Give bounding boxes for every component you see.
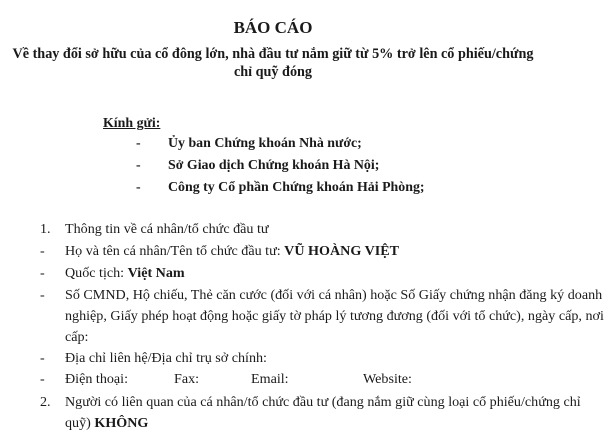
- address-line: Địa chỉ liên hệ/Địa chỉ trụ sở chính:: [65, 350, 267, 366]
- nationality-label: Quốc tịch:: [65, 265, 128, 281]
- investor-name-value: VŨ HOÀNG VIỆT: [284, 243, 400, 259]
- recipient-dash: -: [136, 180, 141, 195]
- recipient-dash: -: [136, 136, 141, 151]
- id-document-line3: cấp:: [65, 329, 89, 345]
- list-dash: -: [40, 287, 45, 303]
- investor-name-line: [65, 243, 399, 260]
- report-subtitle-line2: chỉ quỹ đóng: [233, 64, 313, 80]
- recipient-item: Sở Giao dịch Chứng khoán Hà Nội;: [168, 158, 380, 173]
- nationality-line: [65, 265, 185, 282]
- list-dash: -: [40, 371, 45, 387]
- recipient-item: Ủy ban Chứng khoán Nhà nước;: [168, 136, 362, 151]
- id-document-line1: Số CMND, Hộ chiếu, Thẻ căn cước (đối với cá nhân) hoặc Số Giấy chứng nhận đăng ký doanh: [65, 287, 603, 303]
- recipient-item: Công ty Cổ phần Chứng khoán Hải Phòng;: [168, 180, 425, 195]
- recipient-dash: -: [136, 158, 141, 173]
- related-persons-value: KHÔNG: [94, 415, 149, 431]
- section-1-number: 1.: [40, 221, 51, 237]
- list-dash: -: [40, 265, 45, 281]
- fax-label: Fax:: [174, 371, 200, 387]
- id-document-line2: nghiệp, Giấy phép hoạt động hoặc giấy tờ pháp lý tương đương (đối với tổ chức), ngày cấp, nơi: [65, 308, 604, 324]
- list-dash: -: [40, 243, 45, 259]
- section-1-heading: Thông tin về cá nhân/tổ chức đầu tư: [65, 221, 269, 237]
- report-subtitle-line1: Về thay đổi sở hữu của cổ đông lớn, nhà đầu tư nắm giữ từ 5% trở lên cổ phiếu/chứng: [12, 46, 534, 62]
- list-dash: -: [40, 350, 45, 366]
- phone-label: Điện thoại:: [65, 371, 129, 387]
- nationality-value: Việt Nam: [127, 265, 185, 281]
- website-label: Website:: [363, 371, 412, 387]
- report-title: BÁO CÁO: [233, 18, 313, 37]
- recipients-label: Kính gửi:: [103, 116, 161, 131]
- section-2-prefix: quỹ): [65, 415, 95, 431]
- email-label: Email:: [251, 371, 289, 387]
- section-2-line2: [65, 415, 148, 432]
- section-2-number: 2.: [40, 394, 51, 410]
- investor-name-label: Họ và tên cá nhân/Tên tổ chức đầu tư:: [65, 243, 285, 259]
- section-2-line1: Người có liên quan của cá nhân/tổ chức đầu tư (đang nắm giữ cùng loại cổ phiếu/chứng chỉ: [65, 394, 581, 410]
